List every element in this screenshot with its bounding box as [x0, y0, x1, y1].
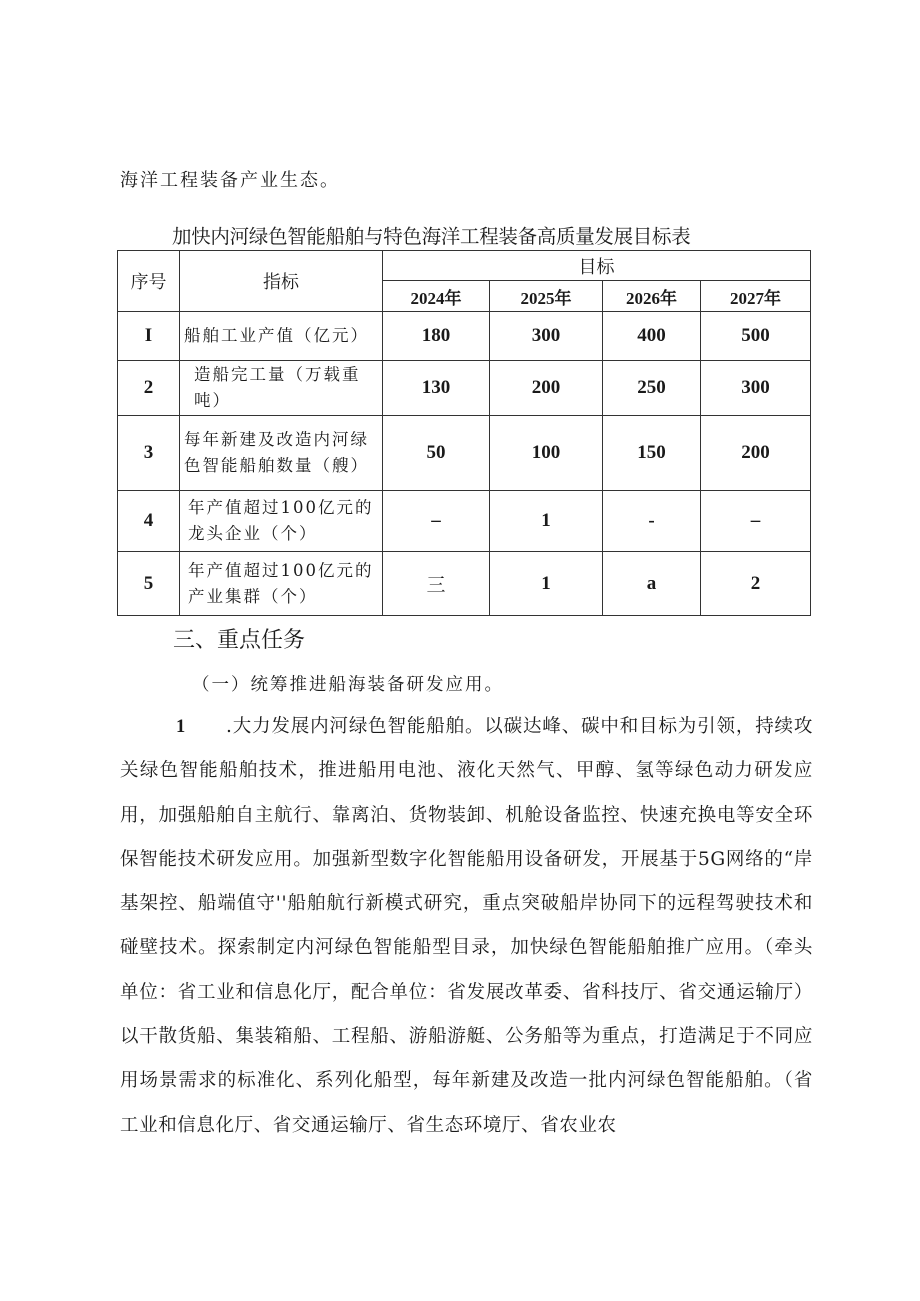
targets-table	[117, 250, 811, 616]
row-value: 1	[490, 552, 603, 616]
row-value: 200	[490, 361, 603, 416]
intro-line: 海洋工程装备产业生态。	[120, 170, 340, 191]
header-target: 目标	[383, 251, 811, 281]
row-value: 130	[383, 361, 490, 416]
header-year: 2027年	[701, 281, 811, 312]
row-no: 5	[118, 552, 180, 616]
section-heading: 三、重点任务	[173, 628, 306, 653]
row-indicator: 每年新建及改造内河绿色智能船舶数量（艘）	[180, 416, 383, 491]
body-paragraph	[120, 705, 813, 1148]
header-year: 2024年	[383, 281, 490, 312]
row-value: 1	[490, 491, 603, 552]
subsection-heading: （一）统筹推进船海装备研发应用。	[192, 675, 504, 695]
row-value: 180	[383, 312, 490, 361]
row-value: –	[701, 491, 811, 552]
header-year: 2026年	[603, 281, 701, 312]
header-year: 2025年	[490, 281, 603, 312]
header-indicator: 指标	[180, 251, 383, 312]
paragraph-text: .大力发展内河绿色智能船舶。以碳达峰、碳中和目标为引领，持续攻关绿色智能船舶技术，推进船用电池、液化天然气、甲醇、氢等绿色动力研发应用，加强船舶自主航行、靠离泊、货物装卸、机舱设备监控、快速充换电等安全环保智能技术研发应用。加强新型数字化智能船用设备研发，开展基于5G网络的“岸基架控、船端值守''船舶航行新模式研究，重点突破船岸协同下的远程驾驶技术和碰壁技术。探索制定内河绿色智能船型目录，加快绿色智能船舶推广应用。（牵头单位：省工业和信息化厅，配合单位：省发展改革委、省科技厅、省交通运输厅）以干散货船、集装箱船、工程船、游船游艇、公务船等为重点，打造满足于不同应用场景需求的标准化、系列化船型，每年新建及改造一批内河绿色智能船舶。（省工业和信息化厅、省交通运输厅、省生态环境厅、省农业农	[120, 716, 813, 1136]
row-value: 400	[603, 312, 701, 361]
table-row	[118, 552, 811, 616]
row-no: 2	[118, 361, 180, 416]
table-row	[118, 491, 811, 552]
row-no: I	[118, 312, 180, 361]
row-indicator: 造船完工量（万载重吨）	[180, 361, 383, 416]
row-value: 150	[603, 416, 701, 491]
row-value: 300	[490, 312, 603, 361]
row-indicator: 年产值超过100亿元的产业集群（个）	[180, 552, 383, 616]
row-value: 2	[701, 552, 811, 616]
row-indicator: 船舶工业产值（亿元）	[180, 312, 383, 361]
row-value: a	[603, 552, 701, 616]
table-row	[118, 416, 811, 491]
paragraph-number: 1	[176, 717, 186, 737]
row-value: 三	[383, 552, 490, 616]
table-row	[118, 312, 811, 361]
row-value: -	[603, 491, 701, 552]
table-row	[118, 361, 811, 416]
row-no: 4	[118, 491, 180, 552]
row-value: 300	[701, 361, 811, 416]
row-value: 200	[701, 416, 811, 491]
row-value: 100	[490, 416, 603, 491]
row-value: 50	[383, 416, 490, 491]
row-indicator: 年产值超过100亿元的龙头企业（个）	[180, 491, 383, 552]
row-value: –	[383, 491, 490, 552]
row-value: 500	[701, 312, 811, 361]
row-value: 250	[603, 361, 701, 416]
table-title: 加快内河绿色智能船舶与特色海洋工程装备高质量发展目标表	[172, 225, 691, 248]
row-no: 3	[118, 416, 180, 491]
header-no: 序号	[118, 251, 180, 312]
